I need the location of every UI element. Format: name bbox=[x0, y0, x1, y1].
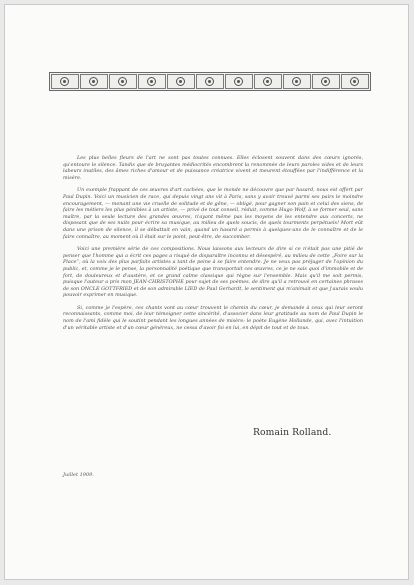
frieze-tile-icon bbox=[109, 74, 137, 89]
ornamental-frieze-icon bbox=[49, 72, 371, 91]
paragraph-2: Un exemple frappant de ces œuvres d'art cachées, que le monde ne découvre que par hasard, nous est offert par Paul Dupin. Voici un musicien de race, qui depuis vingt ans vit à Paris, sans y avoir trouvé parmi ses pairs le moindre encouragement, — menant une vie cruelle de solitude et de gêne, — obligé, pour gagner son pain et celui des siens, de faire les métiers les plus pénibles à un artiste, — privé de tout conseil, réduit, comme Hugo Wolf, à se former seul, sans maître, par la seule lecture des grandes œuvres, n'ayant même pas les moyens de les entendre aux concerts, ne disposant que de ses nuits pour écrire sa musique, au milieu de quels soucis, de quels tourments perpétuels! Mort eût dans une prison de silence, il se débattait en vain, quand un hasard a permis à quelques-uns de le connaître et de le faire connaître, au moment où il était sur le point, peut-être, de succomber. bbox=[63, 187, 363, 240]
frieze-tile-icon bbox=[196, 74, 224, 89]
document-page bbox=[4, 4, 409, 580]
frieze-tile-icon bbox=[80, 74, 108, 89]
frieze-tile-icon bbox=[167, 74, 195, 89]
frieze-tile-icon bbox=[225, 74, 253, 89]
frieze-tile-icon bbox=[254, 74, 282, 89]
author-signature: Romain Rolland. bbox=[253, 427, 332, 438]
document-date: Juillet 1909. bbox=[63, 472, 94, 478]
frieze-tile-icon bbox=[283, 74, 311, 89]
preface-text bbox=[63, 155, 363, 337]
frieze-tile-icon bbox=[312, 74, 340, 89]
frieze-tile-icon bbox=[341, 74, 369, 89]
paragraph-3: Voici une première série de ces compositions. Nous laissons aux lecteurs de dire si ce n'était pas une pitié de penser que l'homme qui a écrit ces pages a risqué de disparaître inconnu et désespéré, au milieu de cette „Foire sur la Place“, où la voix des plus parfaits artistes a tant de peine à se faire entendre. Je ne veux pas préjuger de l'opinion du public, et, comme je le pense, la personnalité poétique que transportait ces œuvres, ce je ne sais quoi d'immobile et de fort, de douleureux et d'austère, et ce grand calme classique qui règne sur l'ensemble. Mais qu'il me soit permis, puisque l'auteur a pris mon JEAN-CHRISTOPHE pour sujet de ses poèmes, de dire qu'il a retrouvé en certaines phrases de son ONCLE GOTTFRIED et de son admirable LIED de Paul Gerhardt, le sentiment qui m'animait et que j'aurais voulu pouvoir exprimer en musique. bbox=[63, 246, 363, 299]
frieze-tile-icon bbox=[51, 74, 79, 89]
frieze-tile-icon bbox=[138, 74, 166, 89]
paragraph-4: Si, comme je l'espère, ces chants vont au cœur trouvent le chemin du cœur, je demande à ceux qui leur seront reconnaissants, comme moi, de leur témoigner cette sincérité, d'associer dans leur gratitude au nom de Paul Dupin le nom de l'ami fidèle qui le soutint pendant les longues années de misère: le poète Eugène Hollande, qui, avec l'intuition d'un véritable artiste et d'un cœur généreux, ne cessa d'avoir foi en lui, en dépit de tout et de tous. bbox=[63, 304, 363, 331]
paragraph-1: Les plus belles fleurs de l'art ne sont pas toutes connues. Elles éclosent souvent dans des cœurs ignorés, qu'entoure le silence. Tandis que de bruyantes médiocrités encombrent la renommée de leurs paroles vides et de leurs labeurs inutiles, des âmes riches d'amour et de puissance créatrice vivent et meurent étouffées par l'indifférence et la misère. bbox=[63, 155, 363, 181]
